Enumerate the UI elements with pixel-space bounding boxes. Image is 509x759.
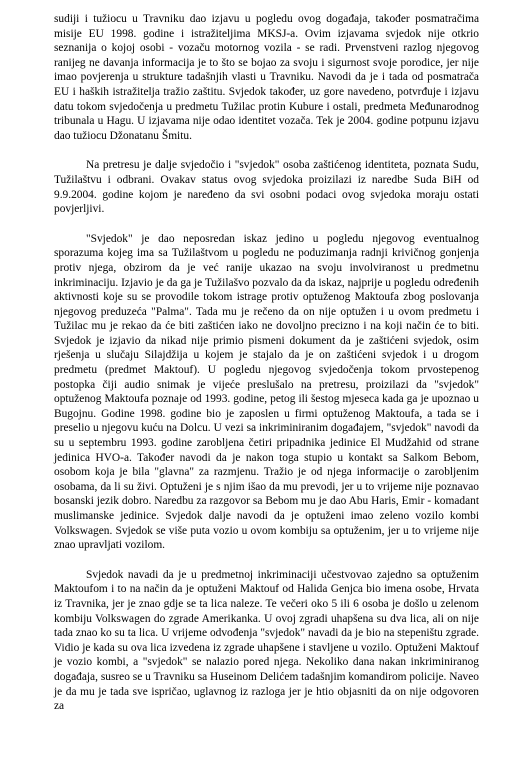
paragraph-3: "Svjedok" je dao neposredan iskaz jedino u pogledu njegovog eventualnog sporazuma kojeg ima sa Tužilaštvom u pogledu ne poduzimanja radnji krivičnog gonjenja protiv njega, obzirom da je već ranije ukazao na svoju involviranost u predmetnu inkriminaciju. Izjavio je da ga je Tužilašvo pozvalo da da iskaz, najprije u pogledu određenih aktivnosti koje su se provodile tokom istrage protiv optuženog Maktoufa zbog poslovanja njegovog preduzeća "Palma". Tada mu je rečeno da on nije optužen i u ovom predmetu i Tužilac mu je rekao da će biti zaštićen iako ne dovoljno precizno i na koji način će to biti. Svjedok je izjavio da nikad nije primio pismeni dokument da je zaštićeni svjedok, osim rješenja u slučaju Silajdžija u kojem je stajalo da je on zaštićeni svjedok i u drogom predmetu (predmet Maktouf). U pogledu njegovog svjedočenja tokom prvostepenog postopka čiji audio snimak je vijeće preslušalo na pretresu, proizilazi da "svjedok" optuženog Maktoufa poznaje od 1993. godine, petog ili šestog mjeseca kada ga je upoznao u Bugojnu. Godine 1998. godine bio je zaposlen u firmi optuženog Maktoufa, a tada se i preselio u njegovu kuću na Dolcu. U vezi sa inkriminiranim događajem, "svjedok" navodi da su u septembru 1993. godine zarobljena četiri pripadnika jedinice El Mudžahid od strane jedinica HVO-a. Također navodi da je nakon toga stupio u kontakt sa Salkom Bebom, osobom koja je bila "glavna" za razmjenu. Tražio je od njega informacije o zarobljenim osobama, da li su živi. Optuženi je s njim išao da mu prevodi, jer u to vrijeme nije poznavao bosanski jezik dobro. Naredbu za razgovor sa Bebom mu je dao Abu Haris, Emir - komadant muslimanske jedinice. Svjedok dalje navodi da je optuženi imao zeleno vozilo kombi Volkswagen. Svjedok se više puta vozio u ovom kombiju sa optuženim, jer u to vrijeme nije znao upravljati vozilom. xyxy=(54,232,479,552)
paragraph-4: Svjedok navadi da je u predmetnoj inkriminaciji učestvovao zajedno sa optuženim Maktoufom i to na način da je optuženi Maktouf od Halida Genjca bio imena osobe, Hrvata iz Travnika, jer je znao gdje se ta lica naleze. Te večeri oko 5 ili 6 osoba je došlo u zelenom kombiju Volkswagen do zgrade Amerikanka. U ovoj zgradi uhapšena su dva lica, ali on nije tada znao ko su ta lica. U vrijeme odvođenja "svjedok" navadi da je bio na stepeništu zgrade. Vidio je kada su ova lica izvedena iz zgrade uhapšene i stavljene u vozilo. Optuženi Maktouf je vozio kombi, a "svjedok" se nalazio pored njega. Nekoliko dana nakan inkriminiranog događaja, susreo se u Travniku sa Huseinom Delićem tadašnjim komandirom policije. Naveo je da mu je tada sve ispričao, uglavnog iz razloga jer je htio objasniti da on nije odgovoren za xyxy=(54,568,479,713)
paragraph-spacer xyxy=(54,143,479,158)
paragraph-2: Na pretresu je dalje svjedočio i "svjedok" osoba zaštićenog identiteta, poznata Sudu, Tužilaštvu i odbrani. Ovakav status ovog svjedoka proizilazi iz naredbe Suda BiH od 9.9.2004. godine kojom je naređeno da svi osobni podaci ovog svjedoka moraju ostati povjerljivi. xyxy=(54,159,479,216)
paragraph-spacer xyxy=(54,553,479,568)
paragraph-1: sudiji i tužiocu u Travniku dao izjavu u pogledu ovog događaja, također posmatračima misije EU 1998. godine i istražiteljima MKSJ-a. Ovim izjavama svjedok nije otkrio seznanija o kojoj osobi - vozaču motornog vozila - se radi. Prvenstveni razlog njegovog ranijeg ne davanja informacija je to što se bojao za svoju i sigurnost svoje porodice, jer nije imao povjerenja u strukture tadašnjih vlasti u Travniku. Navodi da je i tada od posmatrača EU i haških istražitelja tražio zaštitu. Svjedok također, uz gore navedeno, potvrđuje i izjavu datu tokom svjedočenja u predmetu Tužilac protin Kubure i ostali, predmeta Međunarodnog tribunala u Hagu. U izjavama nije odao identitet vozača. Tek je 2004. godine potpunu izjavu dao tužiocu Džonatanu Šmitu. xyxy=(54,13,479,142)
paragraph-spacer xyxy=(54,217,479,232)
